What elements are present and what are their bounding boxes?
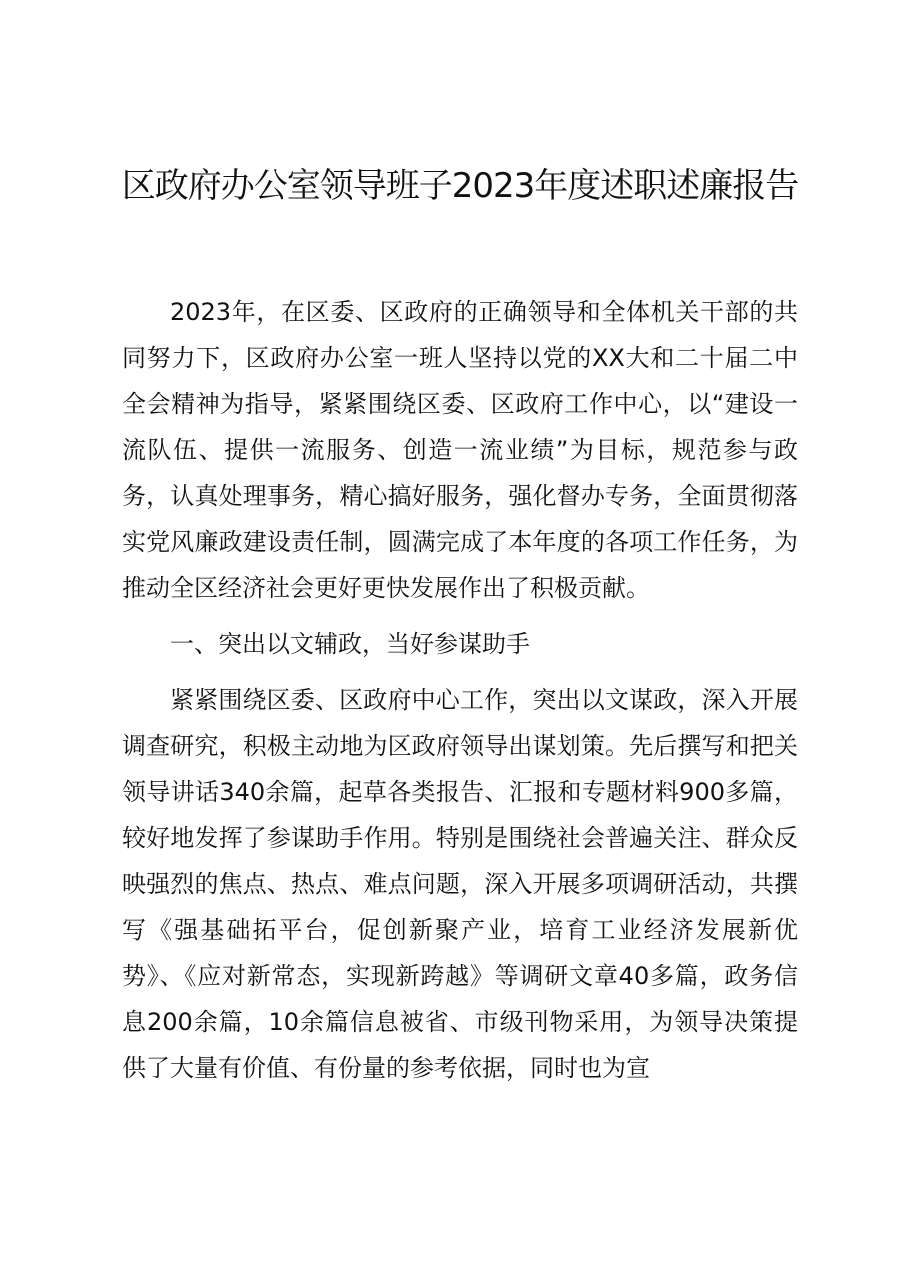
intro-paragraph: 2023年，在区委、区政府的正确领导和全体机关干部的共同努力下，区政府办公室一班人坚持以党的XX大和二十届二中全会精神为指导，紧紧围绕区委、区政府工作中心，以“建设一流队伍、提供一流服务、创造一流业绩”为目标，规范参与政务，认真处理事务，精心搞好服务，强化督办专务，全面贯彻落实党风廉政建设责任制，圆满完成了本年度的各项工作任务，为推动全区经济社会更好更快发展作出了积极贡献。 (122, 298, 798, 602)
paragraph-spacer (122, 611, 798, 621)
section-paragraph: 紧紧围绕区委、区政府中心工作，突出以文谋政，深入开展调查研究，积极主动地为区政府领导出谋划策。先后撰写和把关领导讲话340余篇，起草各类报告、汇报和专题材料900多篇，较好地发挥了参谋助手作用。特别是围绕社会普遍关注、群众反映强烈的焦点、热点、难点问题，深入开展多项调研活动，共撰写《强基础拓平台，促创新聚产业，培育工业经济发展新优势》、《应对新常态，实现新跨越》等调研文章40多篇，政务信息200余篇，10余篇信息被省、市级刊物采用，为领导决策提供了大量有价值、有份量的参考依据，同时也为宣 (122, 686, 798, 1082)
paragraph-spacer (122, 667, 798, 677)
document-title: 区政府办公室领导班子2023年度述职述廉报告 (121, 166, 799, 206)
document-body (122, 289, 798, 1091)
section-heading: 一、突出以文辅政，当好参谋助手 (170, 630, 530, 658)
